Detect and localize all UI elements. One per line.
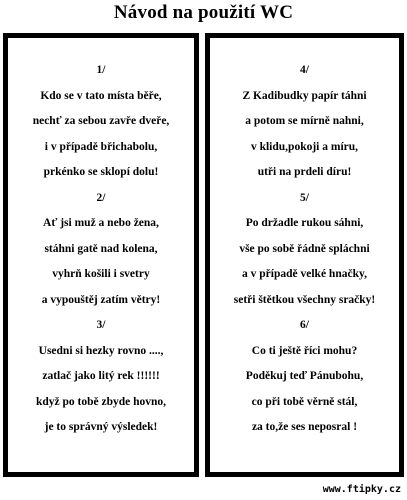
poem-line: je to správný výsledek! bbox=[44, 421, 158, 433]
poem-line: Ať jsi muž a nebo žena, bbox=[43, 217, 159, 229]
poem-line: když po tobě zbyde hovno, bbox=[35, 395, 167, 408]
stanza-number: 2/ bbox=[96, 191, 106, 204]
poem-line: vyhrň košili i svetry bbox=[52, 268, 150, 280]
poem-line: Poděkuj teď Pánubohu, bbox=[245, 370, 364, 382]
stanza-number: 1/ bbox=[96, 64, 106, 76]
poem-line: Po držadle rukou sáhni, bbox=[245, 217, 364, 229]
right-poem-content bbox=[210, 38, 399, 472]
right-poem-panel bbox=[205, 33, 404, 477]
poem-line: utři na prdeli díru! bbox=[257, 166, 352, 178]
left-poem-content bbox=[8, 38, 194, 472]
poem-line: nechť za sebou zavře dveře, bbox=[32, 115, 170, 127]
poem-line: setři štětkou všechny sračky! bbox=[233, 293, 376, 306]
poem-line: a v případě velké hnačky, bbox=[242, 268, 367, 280]
poem-line: co při tobě věrně stál, bbox=[251, 395, 358, 408]
stanza-number: 5/ bbox=[300, 191, 309, 204]
poem-line: i v případě břichabolu, bbox=[44, 140, 158, 153]
website-footer: www.ftipky.cz bbox=[322, 484, 401, 495]
left-poem-panel bbox=[3, 33, 199, 477]
poem-line: prkénko se sklopí dolu! bbox=[43, 166, 159, 178]
poem-line: zatlač jako litý rek !!!!!! bbox=[42, 370, 160, 382]
stanza-number: 3/ bbox=[96, 319, 106, 331]
poem-line: Z Kadibudky papír táhni bbox=[242, 89, 367, 102]
poem-line: za to,že ses neposral ! bbox=[251, 421, 358, 433]
poem-line: v klidu,pokoji a míru, bbox=[250, 140, 359, 153]
stanza-number: 4/ bbox=[300, 64, 309, 76]
stanza-number: 6/ bbox=[300, 319, 309, 331]
poem-line: Kdo se v tato místa běře, bbox=[40, 89, 162, 102]
page-title: Návod na použití WC bbox=[113, 2, 294, 23]
poem-line: Usedni si hezky rovno ...., bbox=[38, 344, 164, 357]
poem-line: stáhni gatě nad kolena, bbox=[44, 242, 158, 255]
poem-line: vše po sobě řádně spláchni bbox=[239, 242, 370, 255]
poem-line: Co ti ještě říci mohu? bbox=[251, 344, 358, 357]
poem-line: a vypouštěj zatím větry! bbox=[41, 293, 161, 306]
poem-line: a potom se mírně nahni, bbox=[245, 115, 364, 127]
